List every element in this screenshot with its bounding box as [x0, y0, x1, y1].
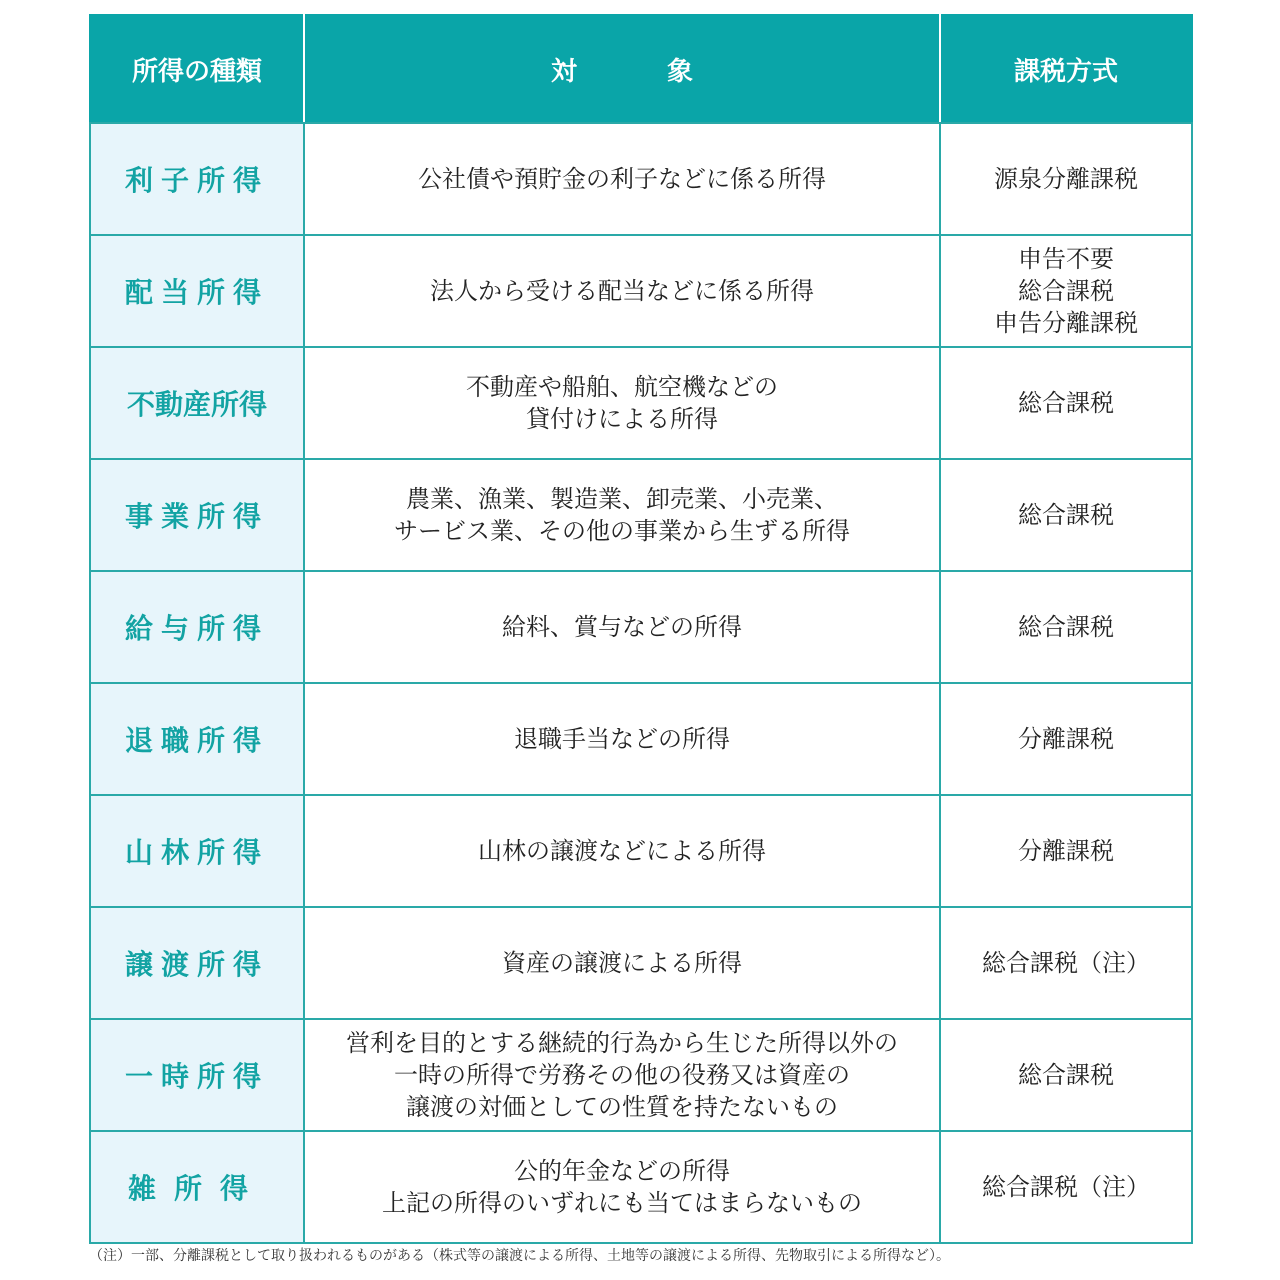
table-row [90, 795, 1192, 907]
table-row [90, 235, 1192, 347]
table-row [90, 907, 1192, 1019]
row-kind: 配当所得 [90, 235, 304, 347]
row-target: 不動産や船舶、航空機などの 貸付けによる所得 [304, 347, 940, 459]
table-header-row [90, 15, 1192, 123]
header-target-char-2: 象 [667, 56, 694, 87]
table-row [90, 459, 1192, 571]
row-target: 営利を目的とする継続的行為から生じた所得以外の 一時の所得で労務その他の役務又は資産の 譲渡の対価としての性質を持たないもの [304, 1019, 940, 1131]
row-method: 総合課税 [940, 459, 1192, 571]
row-kind: 給与所得 [90, 571, 304, 683]
table-row [90, 683, 1192, 795]
row-kind: 雑所得 [90, 1131, 304, 1243]
header-method: 課税方式 [940, 15, 1192, 123]
row-kind: 山林所得 [90, 795, 304, 907]
table-row [90, 1131, 1192, 1243]
row-target: 給料、賞与などの所得 [304, 571, 940, 683]
row-target: 山林の譲渡などによる所得 [304, 795, 940, 907]
row-kind: 利子所得 [90, 123, 304, 235]
table-row [90, 571, 1192, 683]
table-row [90, 1019, 1192, 1131]
row-method: 分離課税 [940, 795, 1192, 907]
row-target: 公社債や預貯金の利子などに係る所得 [304, 123, 940, 235]
row-kind: 退職所得 [90, 683, 304, 795]
income-type-table-container [89, 14, 1191, 1244]
row-kind: 譲渡所得 [90, 907, 304, 1019]
row-method: 総合課税 [940, 1019, 1192, 1131]
row-method: 総合課税 [940, 347, 1192, 459]
row-target: 公的年金などの所得 上記の所得のいずれにも当てはまらないもの [304, 1131, 940, 1243]
row-target: 退職手当などの所得 [304, 683, 940, 795]
row-method: 源泉分離課税 [940, 123, 1192, 235]
header-target [304, 15, 940, 123]
table-row [90, 347, 1192, 459]
row-kind: 一時所得 [90, 1019, 304, 1131]
income-type-table [89, 14, 1193, 1244]
row-target: 資産の譲渡による所得 [304, 907, 940, 1019]
row-target: 法人から受ける配当などに係る所得 [304, 235, 940, 347]
header-target-char-1: 対 [550, 56, 577, 87]
row-method: 総合課税 [940, 571, 1192, 683]
row-method: 総合課税（注） [940, 1131, 1192, 1243]
header-kind: 所得の種類 [90, 15, 304, 123]
row-method: 分離課税 [940, 683, 1192, 795]
row-method: 申告不要 総合課税 申告分離課税 [940, 235, 1192, 347]
row-target: 農業、漁業、製造業、卸売業、小売業、 サービス業、その他の事業から生ずる所得 [304, 459, 940, 571]
table-row [90, 123, 1192, 235]
footnote: （注）一部、分離課税として取り扱われるものがある（株式等の譲渡による所得、土地等の譲渡による所得、先物取引による所得など）。 [89, 1248, 950, 1264]
row-kind: 事業所得 [90, 459, 304, 571]
row-method: 総合課税（注） [940, 907, 1192, 1019]
row-kind: 不動産所得 [90, 347, 304, 459]
